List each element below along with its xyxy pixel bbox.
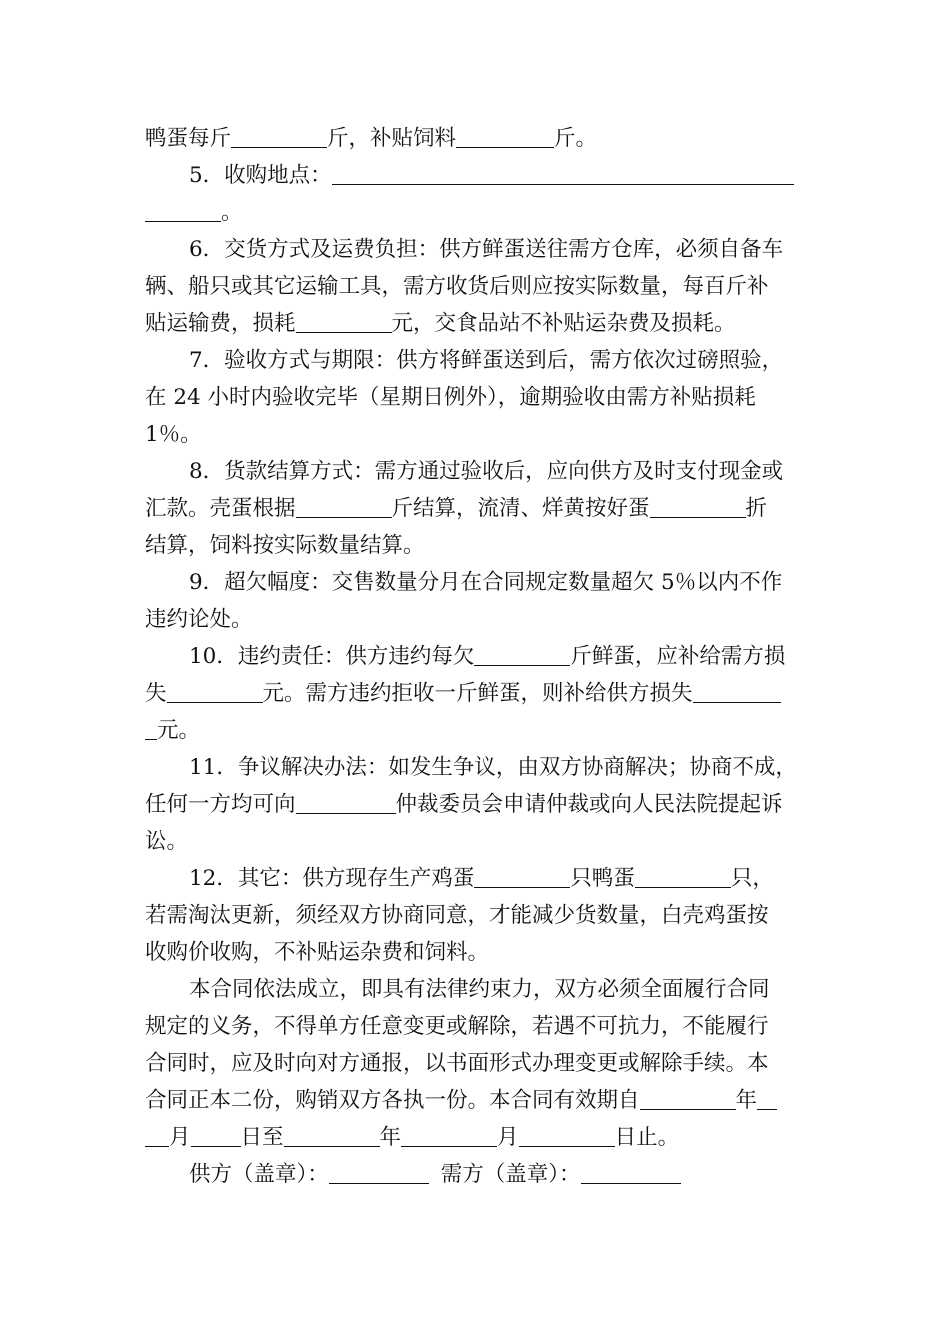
blank-field — [456, 129, 554, 148]
text: 斤。 — [554, 126, 598, 151]
blank-field — [650, 499, 746, 518]
closing-paragraph — [145, 971, 805, 1008]
text: 合同时，应及时向对方通报，以书面形式办理变更或解除手续。本 — [145, 1051, 769, 1076]
text: 5．收购地点： — [189, 163, 332, 188]
blank-field — [635, 869, 731, 888]
blank-field — [296, 499, 392, 518]
clause-5 — [145, 157, 805, 194]
text-line — [145, 897, 805, 934]
text: 11．争议解决办法：如发生争议，由双方协商解决；协商不成， — [189, 755, 797, 780]
text: 。 — [221, 200, 243, 225]
text-line — [145, 1082, 805, 1119]
text-line — [145, 379, 805, 416]
blank-field — [145, 203, 221, 222]
text: 本合同依法成立，即具有法律约束力，双方必须全面履行合同 — [189, 977, 770, 1002]
text: 合同正本二份，购销双方各执一份。本合同有效期自 — [145, 1088, 640, 1113]
blank-field — [519, 1128, 615, 1147]
text: 斤鲜蛋，应补给需方损 — [570, 644, 786, 669]
text: 1％。 — [145, 422, 202, 447]
text: 9．超欠幅度：交售数量分月在合同规定数量超欠 5％以内不作 — [189, 570, 783, 595]
blank-field — [191, 1128, 241, 1147]
blank-field — [640, 1091, 736, 1110]
buyer-seal-label: 需方（盖章）： — [440, 1162, 581, 1187]
text-line — [145, 1008, 805, 1045]
text-line — [145, 675, 805, 712]
blank-field — [145, 1128, 169, 1147]
blank-field — [231, 129, 327, 148]
blank-field — [474, 869, 570, 888]
blank-field — [401, 1128, 497, 1147]
text: 元，交食品站不补贴运杂费及损耗。 — [391, 311, 736, 336]
clause-9 — [145, 564, 805, 601]
text: 只， — [730, 866, 774, 891]
blank-field — [167, 684, 263, 703]
text: 收购价收购，不补贴运杂费和饲料。 — [145, 940, 490, 965]
text: 结算，饲料按实际数量结算。 — [145, 533, 425, 558]
text: 12．其它：供方现存生产鸡蛋 — [189, 866, 475, 891]
text: 讼。 — [145, 829, 189, 854]
text: 鸭蛋每斤 — [145, 126, 232, 151]
blank-field — [145, 721, 157, 740]
clause-8 — [145, 453, 805, 490]
text-line — [145, 305, 805, 342]
text-line — [145, 601, 805, 638]
text-line — [145, 194, 805, 231]
blank-field — [296, 314, 392, 333]
blank-field — [332, 166, 794, 185]
text: 任何一方均可向 — [145, 792, 296, 817]
text: 元。 — [157, 718, 201, 743]
text: 贴运输费，损耗 — [145, 311, 296, 336]
clause-10 — [145, 638, 805, 675]
text: 规定的义务，不得单方任意变更或解除，若遇不可抗力，不能履行 — [145, 1014, 769, 1039]
text: 6．交货方式及运费负担：供方鲜蛋送往需方仓库，必须自备车 — [189, 237, 784, 262]
text: 年 — [735, 1088, 758, 1113]
text-line — [145, 823, 805, 860]
text-line — [145, 268, 805, 305]
text: 日至 — [240, 1125, 284, 1150]
supplier-seal-field — [329, 1165, 429, 1184]
text: 辆、船只或其它运输工具，需方收货后则应按实际数量，每百斤补 — [145, 274, 769, 299]
text-line — [145, 120, 805, 157]
text: 汇款。壳蛋根据 — [145, 496, 296, 521]
text-line — [145, 1119, 805, 1156]
text: 仲裁委员会申请仲裁或向人民法院提起诉 — [395, 792, 783, 817]
text: 月 — [497, 1125, 519, 1150]
text: 年 — [379, 1125, 402, 1150]
signature-line — [145, 1156, 805, 1193]
buyer-seal-field — [581, 1165, 681, 1184]
clause-6 — [145, 231, 805, 268]
text: 7．验收方式与期限：供方将鲜蛋送到后，需方依次过磅照验， — [189, 348, 784, 373]
text-line — [145, 1045, 805, 1082]
blank-field — [284, 1128, 380, 1147]
text: 只鸭蛋 — [570, 866, 635, 891]
text: 日止。 — [614, 1125, 680, 1150]
text: 月 — [169, 1125, 191, 1150]
text: 斤，补贴饲料 — [327, 126, 457, 151]
contract-body — [145, 120, 805, 1193]
text: 在 24 小时内验收完毕（星期日例外），逾期验收由需方补贴损耗 — [145, 385, 756, 410]
blank-field — [296, 795, 396, 814]
text-line — [145, 490, 805, 527]
blank-field — [474, 647, 570, 666]
supplier-seal-label: 供方（盖章）： — [189, 1162, 329, 1187]
text: 失 — [145, 681, 167, 706]
text: 斤结算，流清、烊黄按好蛋 — [391, 496, 650, 521]
text: 若需淘汰更新，须经双方协商同意，才能减少货数量，白壳鸡蛋按 — [145, 903, 769, 928]
text-line — [145, 712, 805, 749]
text: 元。需方违约拒收一斤鲜蛋，则补给供方损失 — [262, 681, 693, 706]
text: 8．货款结算方式：需方通过验收后，应向供方及时支付现金或 — [189, 459, 784, 484]
text: 违约论处。 — [145, 607, 253, 632]
blank-field — [757, 1091, 777, 1110]
clause-11 — [145, 749, 805, 786]
clause-12 — [145, 860, 805, 897]
text: 折 — [745, 496, 768, 521]
text-line — [145, 786, 805, 823]
text-line — [145, 527, 805, 564]
blank-field — [693, 684, 781, 703]
text-line — [145, 934, 805, 971]
text-line — [145, 416, 805, 453]
clause-7 — [145, 342, 805, 379]
text: 10．违约责任：供方违约每欠 — [189, 644, 475, 669]
